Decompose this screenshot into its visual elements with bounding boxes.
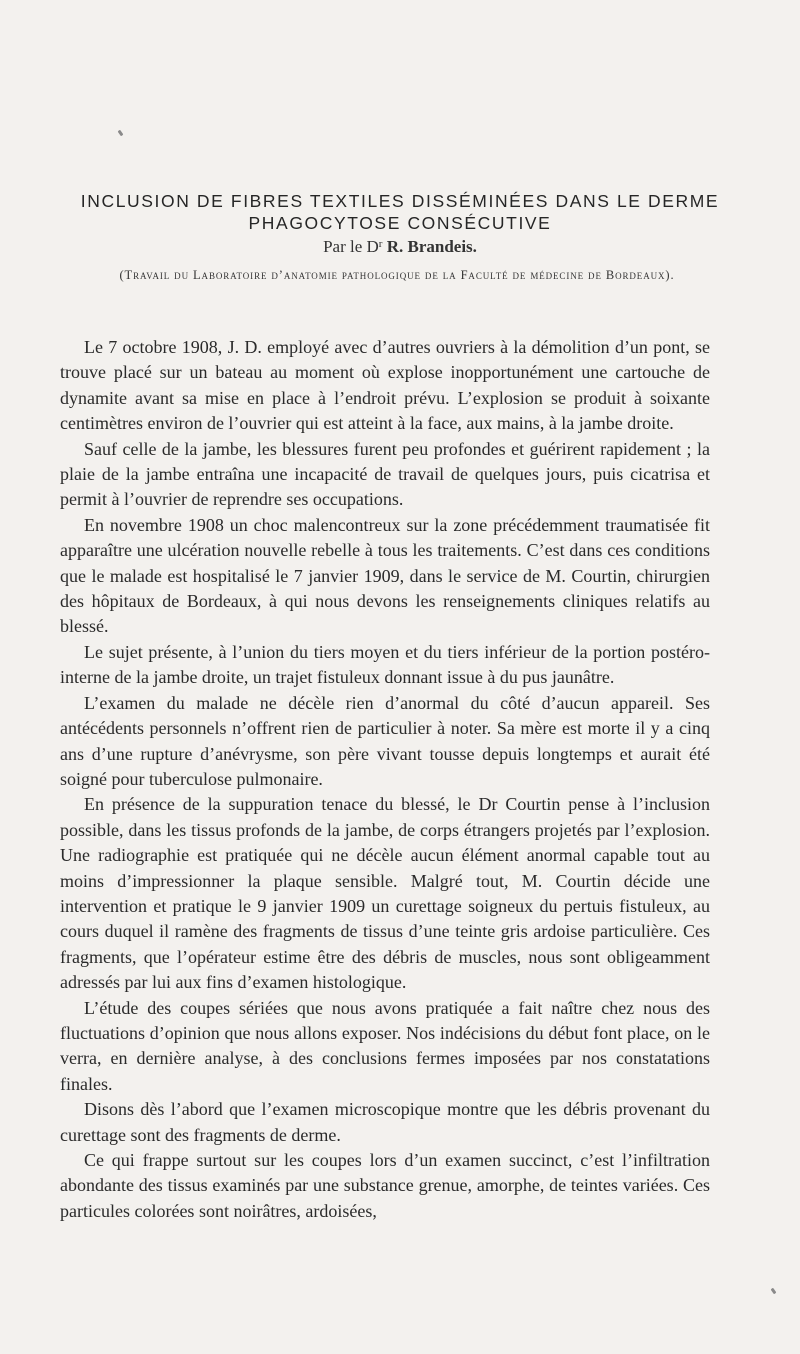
paragraph: L’étude des coupes sériées que nous avons pratiquée a fait naître chez nous des fluctuations d’opinion que nous allons exposer. Nos indécisions du début font place, on le verra, en dernière analyse, à des conclusions fermes imposées par nos constatations finales. [60, 997, 710, 1094]
byline-superscript: r [378, 238, 383, 250]
article-title-line-1: INCLUSION DE FIBRES TEXTILES DISSÉMINÉES DANS LE DERME [80, 191, 720, 211]
article-title-line-2: PHAGOCYTOSE CONSÉCUTIVE [248, 213, 552, 233]
paragraph: En présence de la suppuration tenace du blessé, le Dr Courtin pense à l’inclusion possible, dans les tissus profonds de la jambe, de corps étrangers projetés par l’explosion. Une radiographie est pratiquée qui ne décèle aucun élément anormal capable tout au moins d’impressionner la plaque sensible. Malgré tout, M. Courtin décide une intervention et pratique le 9 janvier 1909 un curettage soigneux du pertuis fistuleux, au cours duquel il ramène des fragments de tissus d’une teinte gris ardoise particulière. Ces fragments, que l’opérateur estime être des débris de muscles, nous sont obligeamment adressés par lui aux fins d’examen histologique. [60, 794, 710, 993]
paragraph: L’examen du malade ne décèle rien d’anormal du côté d’aucun appareil. Ses antécédents personnels n’offrent rien de particulier à noter. Sa mère est morte il y a cinq ans d’une rupture d’anévrysme, son père vivant tousse depuis longtemps et aurait été soigné pour tuberculose pulmonaire. [60, 692, 710, 789]
paragraph: Le 7 octobre 1908, J. D. employé avec d’autres ouvriers à la démolition d’un pont, se trouve placé sur un bateau au moment où explose inopportunément une cartouche de dynamite avant sa mise en place à l’endroit prévu. L’explosion se produit à soixante centimètres environ de l’ouvrier qui est atteint à la face, aux mains, à la jambe droite. [60, 337, 710, 434]
author-name: R. Brandeis. [386, 237, 477, 256]
paragraph: Sauf celle de la jambe, les blessures furent peu profondes et guérirent rapidement ; la plaie de la jambe entraîna une incapacité de travail de quelques jours, puis cicatrisa et permit à l’ouvrier de reprendre ses occupations. [60, 438, 710, 510]
paragraph: Disons dès l’abord que l’examen microscopique montre que les débris provenant du curettage sont des fragments de derme. [60, 1099, 710, 1145]
paper-speck [771, 1288, 777, 1295]
paragraph: En novembre 1908 un choc malencontreux sur la zone précédemment traumatisée fit apparaître une ulcération nouvelle rebelle à tous les traitements. C’est dans ces conditions que le malade est hospitalisé le 7 janvier 1909, dans le service de M. Courtin, chirurgien des hôpitaux de Bordeaux, à qui nous devons les renseignements cliniques relatifs au blessé. [60, 514, 710, 637]
affiliation-line: (Travail du Laboratoire d’anatomie pathologique de la Faculté de médecine de Bordeaux). [119, 268, 675, 282]
byline-prefix: Par le D [323, 237, 379, 256]
paper-speck [118, 130, 124, 137]
article-body [60, 335, 710, 1224]
paragraph: Le sujet présente, à l’union du tiers moyen et du tiers inférieur de la portion postéro-interne de la jambe droite, un trajet fistuleux donnant issue à du pus jaunâtre. [60, 641, 710, 688]
author-byline [0, 237, 800, 257]
paragraph: Ce qui frappe surtout sur les coupes lors d’un examen succinct, c’est l’infiltration abondante des tissus examinés par une substance grenue, amorphe, de teintes variées. Ces particules colorées sont noirâtres, ardoisées, [60, 1150, 710, 1221]
